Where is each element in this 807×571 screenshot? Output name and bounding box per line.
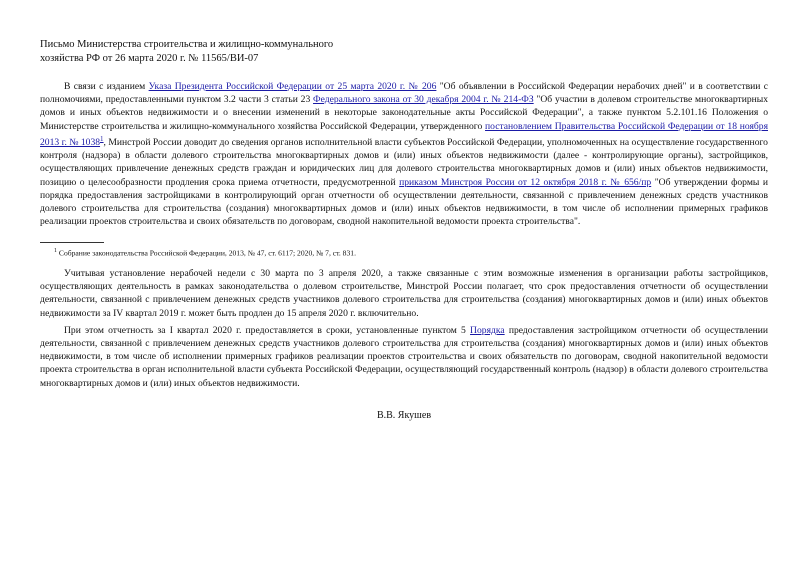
document-title [40,38,768,66]
p3-text-2: предоставления застройщиком отчетности об осуществлении деятельности, связанной с привлечением денежных средств участников долевого строительства для строительства (создания) многоквартирных домов и (или) иных объектов недвижимости, в том числе об исполнении примерных графиков реализации проектов строительства и своих обязательств по договорам, сводной накопительной ведомости проекта строительства в орган исполнительной власти субъекта Российской Федерации, осуществляющий государственный контроль (надзор) в области долевого строительства многоквартирных домов и (или) иных объектов недвижимости. [40,324,768,389]
p3-text-1: При этом отчетность за I квартал 2020 г. предоставляется в сроки, установленные пунктом 5 [64,324,471,336]
link-government-decree-1038[interactable]: постановлением Правительства Российской Федерации от 18 ноября 2013 г. № 1038 [40,120,768,148]
signature: В.В. Якушев [376,409,432,421]
link-procedure[interactable]: Порядка [470,324,505,336]
title-line-1: Письмо Министерства строительства и жилищно-коммунального [40,39,334,50]
link-presidential-decree[interactable]: Указа Президента Российской Федерации от 25 марта 2020 г. № 206 [148,81,437,92]
footnote-reference[interactable]: 1 [100,134,104,143]
p1-text-2: "Об объявлении в Российской Федерации нерабочих дней" и в соответствии с полномочиями, предоставленными пунктом 3.2 части 3 статьи 23 [40,81,768,106]
paragraph-3 [40,324,768,390]
footnote-divider [40,242,104,243]
document-page [40,38,768,421]
title-line-2: хозяйства РФ от 26 марта 2020 г. № 11565/ВИ-07 [40,53,259,64]
p1-text-1: В связи с изданием [64,81,149,92]
paragraph-2: Учитывая установление нерабочей недели с 30 марта по 3 апреля 2020, а также связанные с этим возможные изменения в организации работы застройщиков, осуществляющих деятельность в рамках законодательства о долевом строительстве, Минстрой России полагает, что срок предоставления отчетности об осуществлении деятельности, связанной с привлечением денежных средств участников долевого строительства для строительства (создания) многоквартирных домов и (или) иных объектов недвижимости за IV квартал 2019 г. может быть продлен до 15 апреля 2020 г. включительно. [40,267,768,319]
footnote-text: Собрание законодательства Российской Федерации, 2013, № 47, ст. 6117; 2020, № 7, ст. 831. [57,248,356,258]
link-ministry-order-656[interactable]: приказом Минстроя России от 12 октября 2018 г. № 656/пр [399,176,652,188]
p1-text-5: "Об утверждении формы и порядка предоставления застройщиками в контролирующий орган отчетности об осуществлении деятельности, связанной с привлечением денежных средств участников долевого строительства для строительства (создания) многоквартирных домов и (или) иных объектов недвижимости, в том числе об исполнении примерных графиков реализации проектов строительства и своих обязательств по договорам, сводной накопительной ведомости проекта строительства". [40,176,769,228]
p1-text-4: , Минстрой России доводит до сведения органов исполнительной власти субъектов Российской Федерации, уполномоченных на осуществление государственного контроля (надзора) в области долевого строительства многоквартирных домов и (или) иных объектов недвижимости (далее - контролирующие органы), застройщиков, осуществляющих привлечение денежных средств граждан и юридических лиц для долевого строительства многоквартирных домов и (или) иных объектов недвижимости, позицию о целесообразности продления срока приема отчетности, предусмотренной [40,137,768,188]
footnote-mark: 1 [54,248,57,255]
paragraph-1 [40,80,768,228]
p1-text-3: "Об участии в долевом строительстве многоквартирных домов и иных объектов недвижимости и о внесении изменений в некоторые законодательные акты Российской Федерации", а также пунктом 5.2.101.16 Положения о Министерстве строительства и жилищно-коммунального хозяйства Российской Федерации, утвержденного [40,94,769,132]
link-federal-law-214[interactable]: Федерального закона от 30 декабря 2004 г. № 214-ФЗ [313,94,534,106]
footnote [54,246,768,259]
